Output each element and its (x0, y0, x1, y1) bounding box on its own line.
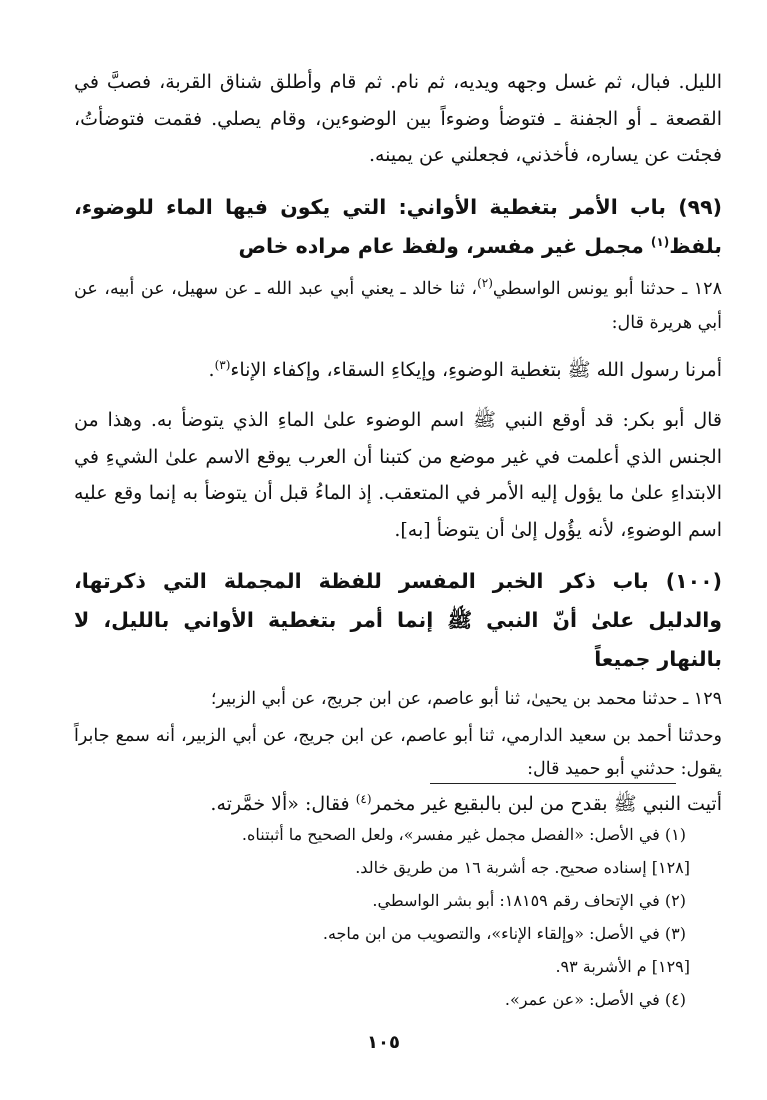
hadith-129-matn-b: فقال: «ألا خمَّرته. (210, 793, 356, 815)
abu-bakr-commentary: قال أبو بكر: قد أوقع النبي ﷺ اسم الوضوء علىٰ الماءِ الذي يتوضأ به. وهذا من الجنس الذي أعلمت في غير موضع من كتبنا أن العرب يوقع الاسم علىٰ الشيءِ في الابتداءِ علىٰ ما يؤول إليه الأمر في المتعقب. إذ الماءُ قبل أن يتوضأ به إنما وقع عليه اسم الوضوءِ، لأنه يؤُول إلىٰ أن يتوضأ [به]. (74, 409, 722, 541)
hadith-128-matn-a: أمرنا رسول الله ﷺ بتغطية الوضوءِ، وإيكاءِ السقاء، وإكفاء الإناء (230, 358, 722, 381)
chapter-99-heading (74, 188, 722, 269)
hadith-129-isnad-2: وحدثنا أحمد بن سعيد الدارمي، ثنا أبو عاصم، عن ابن جريج، عن أبي الزبير، أنه سمع جابراً يقول: حدثني أبو حميد قال: (74, 726, 722, 779)
hadith-128-isnad-a: ١٢٨ ـ حدثنا أبو يونس الواسطي (492, 278, 722, 299)
footnote-2: (٢) في الإتحاف رقم ١٨١٥٩: أبو بشر الواسطي. (372, 891, 686, 910)
hadith-128-matn-b: . (208, 358, 215, 381)
page-number: ١٠٥ (367, 1032, 400, 1053)
footnote-ref-4: (٤) (355, 792, 372, 806)
intro-paragraph: الليل. فبال، ثم غسل وجهه ويديه، ثم نام. ثم قام وأطلق شناق القربة، فصبَّ في القصعة ـ أو الجفنة ـ فتوضأ وضوءاً بين الوضوءين، وقام يصلي. فقمت فتوضأتُ، فجئت عن يساره، فأخذني، فجعلني عن يمينه. (74, 71, 722, 166)
footnote-ref-1: (١) (650, 234, 670, 249)
chapter-100-heading: (١٠٠) باب ذكر الخبر المفسر للفظة المجملة التي ذكرتها، والدليل علىٰ أنّ النبي ﷺ إنما أمر بتغطية الأواني بالليل، لا بالنهار جميعاً (74, 569, 722, 671)
footnote-ref-3: (٣) (214, 357, 231, 372)
footnote-3: (٣) في الأصل: «وإلقاء الإناء»، والتصويب من ابن ماجه. (322, 924, 686, 943)
footnote-1: (١) في الأصل: «الفصل مجمل غير مفسر»، ولعل الصحيح ما أثبتناه. (241, 825, 686, 844)
footnote-ref-2: (٢) (477, 275, 493, 290)
footnote-hadith-129: [١٢٩] م الأشربة ٩٣. (555, 957, 690, 976)
hadith-129-isnad-1: ١٢٩ ـ حدثنا محمد بن يحيىٰ، ثنا أبو عاصم، عن ابن جريج، عن أبي الزبير؛ (210, 689, 722, 709)
footnote-4: (٤) في الأصل: «عن عمر». (504, 990, 686, 1009)
chapter-99-heading-text-a: (٩٩) باب الأمر بتغطية الأواني: التي يكون فيها الماء للوضوء، بلفظ (74, 194, 722, 258)
hadith-128-isnad (74, 273, 722, 340)
footnote-divider (430, 783, 676, 784)
hadith-128-isnad-b: ، ثنا خالد ـ يعني أبي عبد الله ـ عن سهيل، عن أبيه، عن أبي هريرة قال: (74, 278, 722, 333)
page-body (74, 64, 722, 825)
hadith-129-matn-a: أتيت النبي ﷺ بقدح من لبن بالبقيع غير مخمر (371, 793, 722, 815)
footnotes-section (150, 818, 690, 1016)
hadith-128-matn (74, 352, 722, 391)
chapter-99-heading-text-b: مجمل غير مفسر، ولفظ عام مراده خاص (238, 233, 651, 258)
footnote-hadith-128: [١٢٨] إسناده صحيح. جه أشربة ١٦ من طريق خالد. (355, 858, 690, 877)
